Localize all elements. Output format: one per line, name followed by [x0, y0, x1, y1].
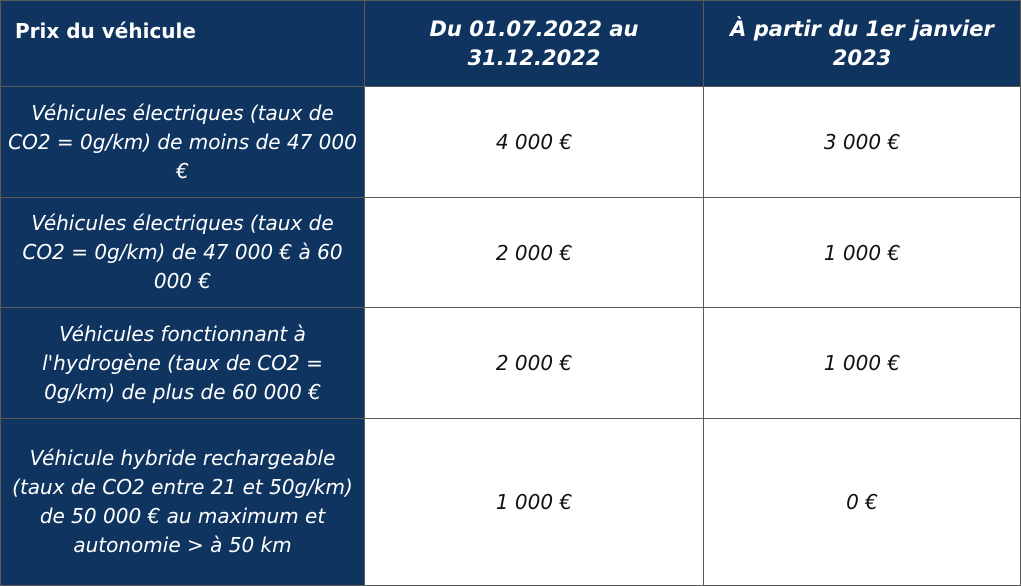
header-period-2022: Du 01.07.2022 au 31.12.2022 [365, 1, 704, 87]
table-row [1, 87, 1021, 198]
cell-period-2022: 4 000 € [365, 87, 704, 198]
row-label: Véhicules fonctionnant à l'hydrogène (taux de CO2 = 0g/km) de plus de 60 000 € [1, 308, 365, 419]
table-row [1, 198, 1021, 308]
table-row [1, 419, 1021, 586]
cell-period-2023: 1 000 € [704, 198, 1021, 308]
row-label: Véhicules électriques (taux de CO2 = 0g/km) de 47 000 € à 60 000 € [1, 198, 365, 308]
row-label: Véhicules électriques (taux de CO2 = 0g/km) de moins de 47 000 € [1, 87, 365, 198]
header-vehicle-price: Prix du véhicule [1, 1, 365, 87]
row-label: Véhicule hybride rechargeable (taux de CO2 entre 21 et 50g/km) de 50 000 € au maximum et autonomie > à 50 km [1, 419, 365, 586]
cell-period-2023: 0 € [704, 419, 1021, 586]
cell-period-2023: 1 000 € [704, 308, 1021, 419]
cell-period-2023: 3 000 € [704, 87, 1021, 198]
table-row [1, 308, 1021, 419]
header-row [1, 1, 1021, 87]
cell-period-2022: 2 000 € [365, 308, 704, 419]
header-period-2023: À partir du 1er janvier 2023 [704, 1, 1021, 87]
cell-period-2022: 1 000 € [365, 419, 704, 586]
cell-period-2022: 2 000 € [365, 198, 704, 308]
